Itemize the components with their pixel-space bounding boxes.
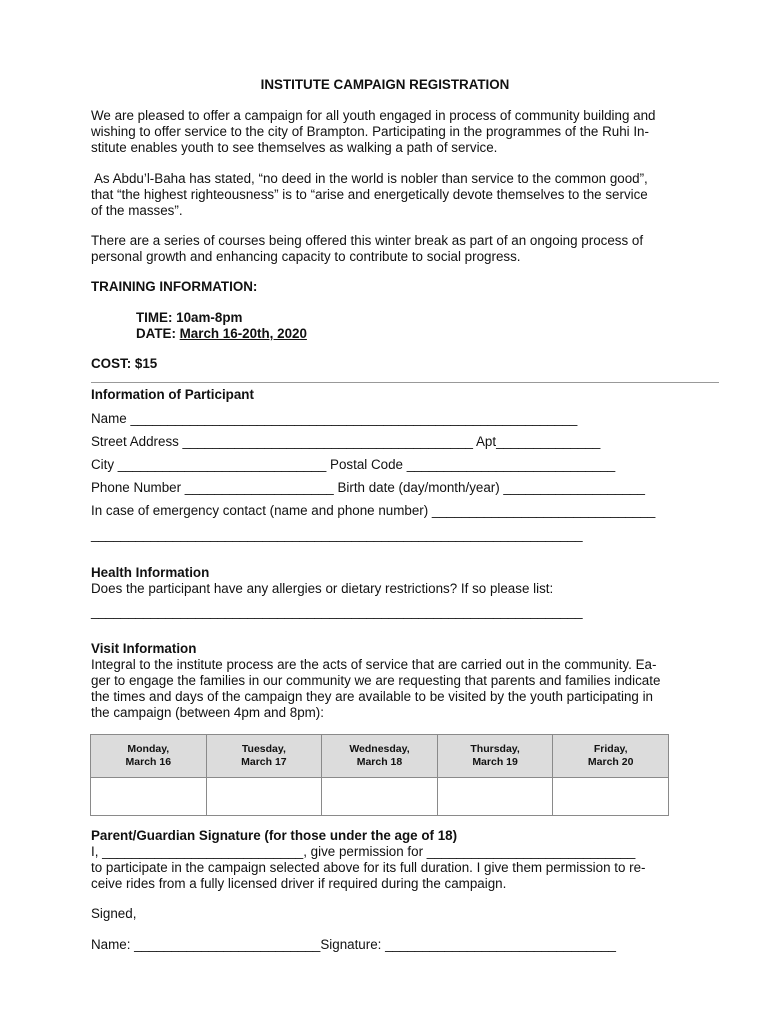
column-header-friday: Friday, March 20 xyxy=(553,735,669,778)
training-date xyxy=(136,326,307,342)
intro-line: We are pleased to offer a campaign for all youth engaged in process of community building and xyxy=(91,108,656,123)
guardian-text-line: ceive rides from a fully licensed driver if required during the campaign. xyxy=(91,876,507,891)
section-divider xyxy=(91,382,719,383)
health-question: Does the participant have any allergies or dietary restrictions? If so please list: xyxy=(91,581,554,596)
name-signature-field[interactable]: Name: _________________________Signature: _______________________________ xyxy=(91,937,616,952)
signed-label: Signed, xyxy=(91,906,137,921)
visit-line: Integral to the institute process are the acts of service that are carried out in the community. Ea- xyxy=(91,657,657,672)
availability-cell-tuesday[interactable] xyxy=(206,778,322,816)
cost-text: COST: $15 xyxy=(91,356,158,371)
availability-cell-wednesday[interactable] xyxy=(322,778,438,816)
column-header-tuesday: Tuesday, March 17 xyxy=(206,735,322,778)
phone-birthdate-field[interactable]: Phone Number ____________________ Birth date (day/month/year) ___________________ xyxy=(91,480,645,495)
visit-heading: Visit Information xyxy=(91,641,197,656)
visit-availability-table xyxy=(90,734,669,816)
city-postal-field[interactable]: City ____________________________ Postal Code ____________________________ xyxy=(91,457,616,472)
courses-paragraph xyxy=(91,233,681,265)
intro-line: wishing to offer service to the city of Brampton. Participating in the programmes of the Ruhi In- xyxy=(91,124,649,139)
visit-line: the campaign (between 4pm and 8pm): xyxy=(91,705,324,720)
training-time: TIME: 10am-8pm xyxy=(136,310,243,325)
availability-cell-thursday[interactable] xyxy=(437,778,553,816)
guardian-permission-field[interactable]: I, ___________________________, give permission for ____________________________ xyxy=(91,844,636,859)
health-heading: Health Information xyxy=(91,565,210,580)
intro-line: stitute enables youth to see themselves as walking a path of service. xyxy=(91,140,498,155)
emergency-contact-field[interactable]: In case of emergency contact (name and phone number) ______________________________ xyxy=(91,503,656,518)
training-date-value: March 16-20th, 2020 xyxy=(179,326,307,341)
guardian-heading: Parent/Guardian Signature (for those under the age of 18) xyxy=(91,828,458,843)
column-header-wednesday: Wednesday, March 18 xyxy=(322,735,438,778)
courses-line: There are a series of courses being offered this winter break as part of an ongoing process of xyxy=(91,233,644,248)
availability-cell-friday[interactable] xyxy=(553,778,669,816)
column-header-thursday: Thursday, March 19 xyxy=(437,735,553,778)
availability-cell-monday[interactable] xyxy=(91,778,207,816)
table-row xyxy=(91,778,669,816)
quote-line: that “the highest righteousness” is to “arise and energetically devote themselves to the service xyxy=(91,187,648,202)
guardian-text-line: to participate in the campaign selected above for its full duration. I give them permission to re- xyxy=(91,860,646,875)
training-heading: TRAINING INFORMATION: xyxy=(91,279,258,294)
courses-line: personal growth and enhancing capacity to contribute to social progress. xyxy=(91,249,521,264)
quote-line: of the masses”. xyxy=(91,203,183,218)
visit-line: the times and days of the campaign they are available to be visited by the youth participating in xyxy=(91,689,654,704)
quote-paragraph xyxy=(91,171,681,219)
page-title: INSTITUTE CAMPAIGN REGISTRATION xyxy=(260,77,510,92)
quote-line: As Abdu’l-Baha has stated, “no deed in the world is nobler than service to the common good”, xyxy=(91,171,648,186)
emergency-contact-continuation[interactable]: __________________________________________________________________ xyxy=(91,527,583,542)
visit-line: ger to engage the families in our community we are requesting that parents and families indicate xyxy=(91,673,661,688)
training-date-label: DATE: xyxy=(136,326,180,341)
table-header-row xyxy=(91,735,669,778)
intro-paragraph xyxy=(91,108,681,156)
column-header-monday: Monday, March 16 xyxy=(91,735,207,778)
visit-paragraph xyxy=(91,657,681,721)
participant-heading: Information of Participant xyxy=(91,387,254,402)
health-answer-field[interactable]: __________________________________________________________________ xyxy=(91,604,583,619)
name-field[interactable]: Name ____________________________________________________________ xyxy=(91,411,578,426)
street-address-field[interactable]: Street Address _______________________________________ Apt______________ xyxy=(91,434,601,449)
